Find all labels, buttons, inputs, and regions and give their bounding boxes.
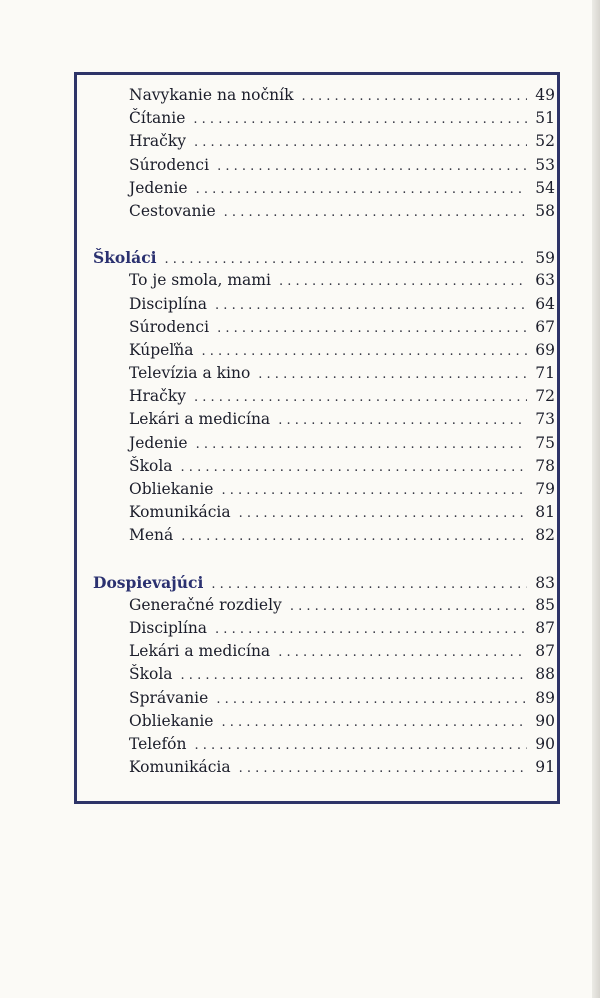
entry-title: Obliekanie [129,480,214,498]
section-title: Dospievajúci [93,572,204,592]
entry-page: 87 [535,618,555,637]
entry-title: Mená [129,526,174,545]
toc-entry [93,455,555,478]
toc-entry [93,710,555,733]
toc-entry [93,293,555,316]
toc-entry [93,130,555,153]
leader-dots [301,85,527,108]
entry-page: 75 [535,433,555,452]
entry-title: Správanie [129,688,209,707]
toc-entry [93,385,555,408]
spacer [93,223,555,246]
page-edge [592,0,600,998]
leader-dots [221,479,527,502]
leader-dots [165,248,527,271]
entry-page: 87 [535,642,555,661]
entry-page: 64 [535,294,555,313]
entry-title: To je smola, mami [129,271,271,290]
entry-page: 49 [535,86,555,104]
toc-entry [93,316,555,339]
entry-title: Telefón [129,734,187,753]
leader-dots [279,270,527,293]
leader-dots [193,108,527,131]
entry-title: Cestovanie [129,201,216,220]
leader-dots [181,456,527,479]
entry-title: Hračky [129,387,186,406]
entry-title: Hračky [129,132,186,151]
toc-entry [93,408,555,431]
leader-dots [258,363,527,386]
leader-dots [202,340,528,363]
entry-page: 54 [535,178,555,197]
entry-title: Súrodenci [129,155,210,174]
entry-page: 91 [535,758,555,777]
leader-dots [278,409,527,432]
entry-page: 82 [535,526,555,545]
entry-title: Lekári a medicína [129,410,271,429]
leader-dots [215,294,527,317]
leader-dots [217,155,527,178]
toc-entry [93,478,555,501]
toc-entry [93,733,555,756]
entry-title: Jedenie [129,178,188,197]
leader-dots [224,201,527,224]
entry-title: Jedenie [129,433,188,452]
leader-dots [216,688,527,711]
toc-entry [93,154,555,177]
entry-page: 52 [535,132,555,151]
toc-entry [93,269,555,292]
leader-dots [215,618,527,641]
leader-dots [181,525,527,548]
toc-entry [93,663,555,686]
leader-dots [278,641,527,664]
toc-entry [93,640,555,663]
entry-title: Komunikácia [129,758,231,777]
entry-page: 69 [535,340,555,359]
toc-entry [93,177,555,200]
toc-entry [93,756,555,779]
entry-title: Čítanie [129,109,186,128]
toc-entry [93,501,555,524]
entry-title: Súrodenci [129,317,210,336]
entry-title: Kúpeľňa [129,340,194,359]
toc-entry [93,687,555,710]
section-page: 83 [535,573,555,592]
toc-entry [93,200,555,223]
entry-page: 67 [535,317,555,336]
section-title: Školáci [93,248,157,268]
spacer [93,548,555,571]
entry-title: Televízia a kino [129,364,251,383]
table-of-contents [93,84,555,779]
entry-page: 71 [535,364,555,383]
leader-dots [239,757,527,780]
entry-title: Lekári a medicína [129,642,271,661]
leader-dots [221,711,527,734]
leader-dots [196,433,527,456]
entry-page: 90 [535,711,555,730]
entry-title: Generačné rozdiely [129,595,282,614]
toc-entry [93,617,555,640]
entry-page: 63 [535,271,555,290]
toc-entry [93,107,555,130]
entry-page: 90 [535,734,555,753]
leader-dots [211,573,527,596]
entry-title: Komunikácia [129,503,231,522]
section-page: 59 [535,249,555,268]
entry-page: 53 [535,155,555,174]
entry-page: 85 [535,595,555,614]
leader-dots [194,386,527,409]
leader-dots [239,502,527,525]
entry-page: 81 [535,503,555,522]
entry-page: 58 [535,201,555,220]
entry-page: 88 [535,665,555,684]
entry-title: Škola [129,456,173,475]
entry-page: 79 [535,480,555,498]
leader-dots [196,178,527,201]
entry-title: Škola [129,665,173,684]
toc-entry [93,594,555,617]
toc-entry [93,84,555,107]
toc-section-dospievajuci [93,571,555,594]
entry-page: 78 [535,456,555,475]
toc-entry [93,524,555,547]
entry-page: 89 [535,688,555,707]
leader-dots [195,734,528,757]
entry-title: Obliekanie [129,711,214,730]
leader-dots [290,595,527,618]
toc-entry [93,362,555,385]
toc-entry [93,432,555,455]
entry-page: 73 [535,410,555,429]
toc-entry [93,339,555,362]
entry-title: Disciplína [129,294,208,313]
entry-title: Navykanie na nočník [129,86,294,104]
toc-section-skolaci [93,246,555,269]
entry-page: 72 [535,387,555,406]
leader-dots [217,317,527,340]
leader-dots [181,664,527,687]
entry-title: Disciplína [129,618,208,637]
leader-dots [194,131,527,154]
entry-page: 51 [535,109,555,128]
